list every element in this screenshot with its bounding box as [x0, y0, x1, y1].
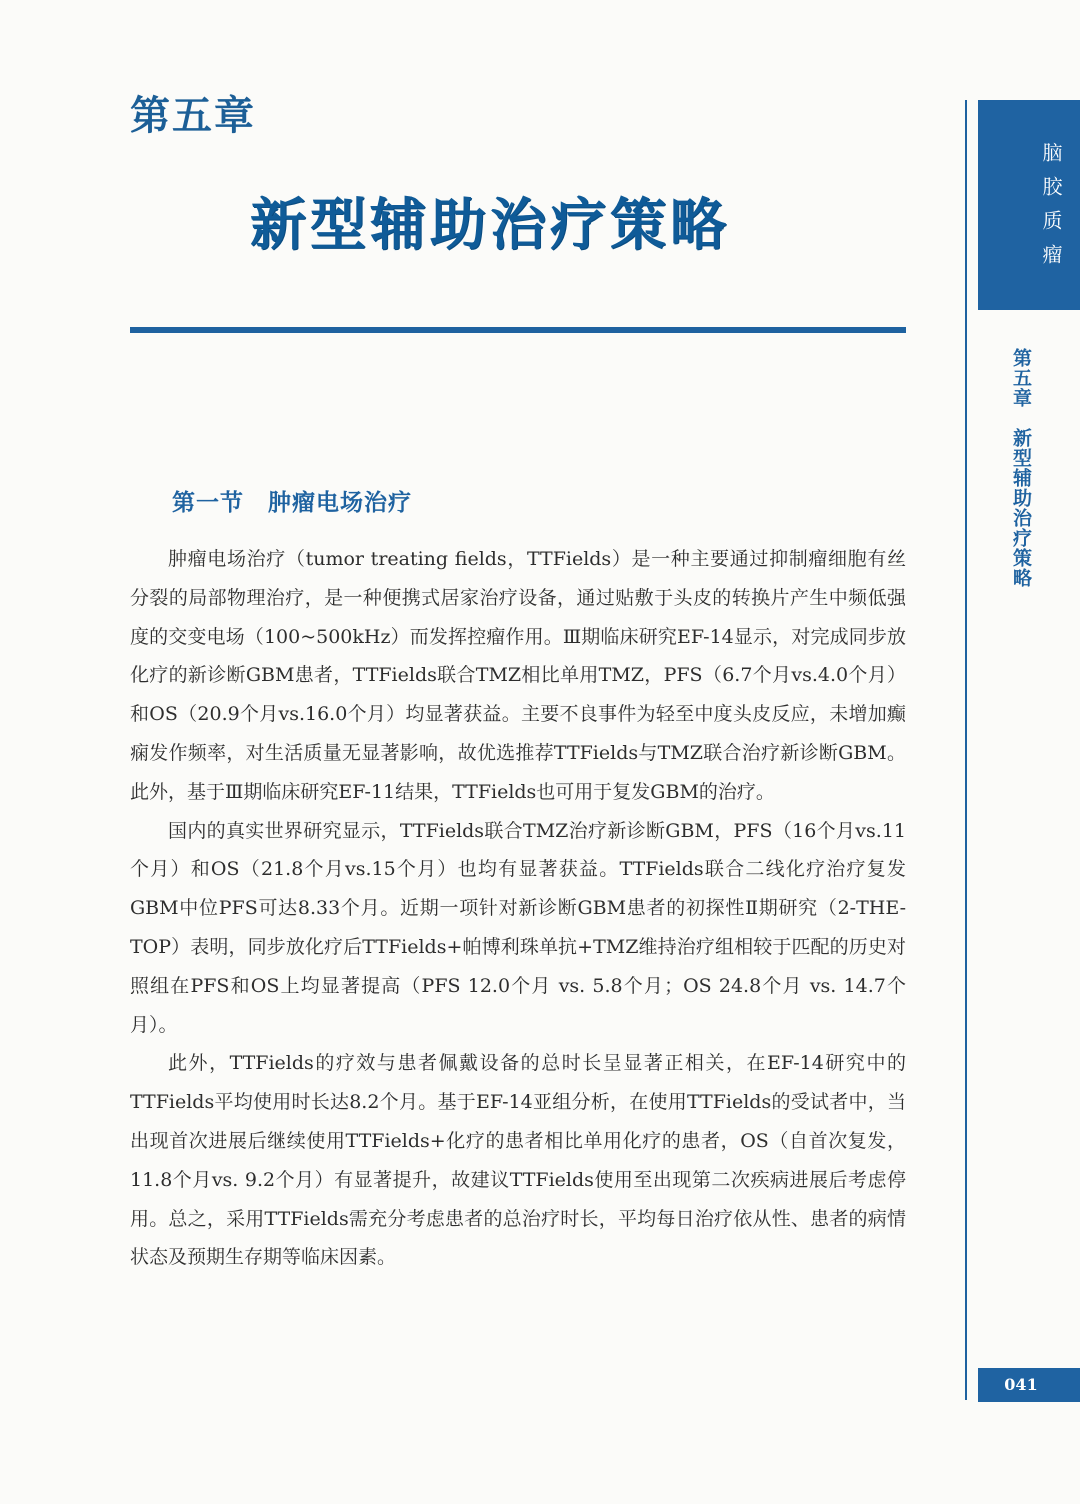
paragraph-2: 国内的真实世界研究显示，TTFields联合TMZ治疗新诊断GBM，PFS（16个月vs.11个月）和OS（21.8个月vs.15个月）也均有显著获益。TTFields联合二线化疗治疗复发GBM中位PFS可达8.33个月。近期一项针对新诊断GBM患者的初探性Ⅱ期研究（2-THE-TOP）表明，同步放化疗后TTFields+帕博利珠单抗+TMZ维持治疗组相较于匹配的历史对照组在PFS和OS上均显著提高（PFS 12.0个月 vs. 5.8个月；OS 24.8个月 vs. 14.7个月）。	[130, 819, 906, 1036]
side-tab-label: 脑胶质瘤	[1039, 142, 1063, 278]
chapter-label: 第五章	[130, 93, 256, 139]
paragraph-3: 此外，TTFields的疗效与患者佩戴设备的总时长呈显著正相关，在EF-14研究中的TTFields平均使用时长达8.2个月。基于EF-14亚组分析，在使用TTFields的受试者中，当出现首次进展后继续使用TTFields+化疗的患者相比单用化疗的患者，OS（自首次复发，11.8个月vs. 9.2个月）有显著提升，故建议TTFields使用至出现第二次疾病进展后考虑停用。总之，采用TTFields需充分考虑患者的总治疗时长，平均每日治疗依从性、患者的病情状态及预期生存期等临床因素。	[130, 1052, 906, 1269]
page-number-box	[978, 1368, 1080, 1402]
body-text	[130, 540, 906, 1277]
section-heading: 第一节 肿瘤电场治疗	[172, 489, 412, 516]
side-vertical-rule	[965, 100, 967, 1400]
running-header: 第五章 新型辅助治疗策略	[1010, 348, 1032, 588]
page-number: 041	[1004, 1375, 1038, 1394]
side-tab	[978, 100, 1080, 310]
paragraph-1: 肿瘤电场治疗（tumor treating fields，TTFields）是一种主要通过抑制瘤细胞有丝分裂的局部物理治疗，是一种便携式居家治疗设备，通过贴敷于头皮的转换片产生中频低强度的交变电场（100~500kHz）而发挥控瘤作用。Ⅲ期临床研究EF-14显示，对完成同步放化疗的新诊断GBM患者，TTFields联合TMZ相比单用TMZ，PFS（6.7个月vs.4.0个月）和OS（20.9个月vs.16.0个月）均显著获益。主要不良事件为轻至中度头皮反应，未增加癫痫发作频率，对生活质量无显著影响，故优选推荐TTFields与TMZ联合治疗新诊断GBM。此外，基于Ⅲ期临床研究EF-11结果，TTFields也可用于复发GBM的治疗。	[130, 548, 906, 803]
title-divider	[130, 327, 906, 333]
chapter-title: 新型辅助治疗策略	[250, 193, 730, 258]
